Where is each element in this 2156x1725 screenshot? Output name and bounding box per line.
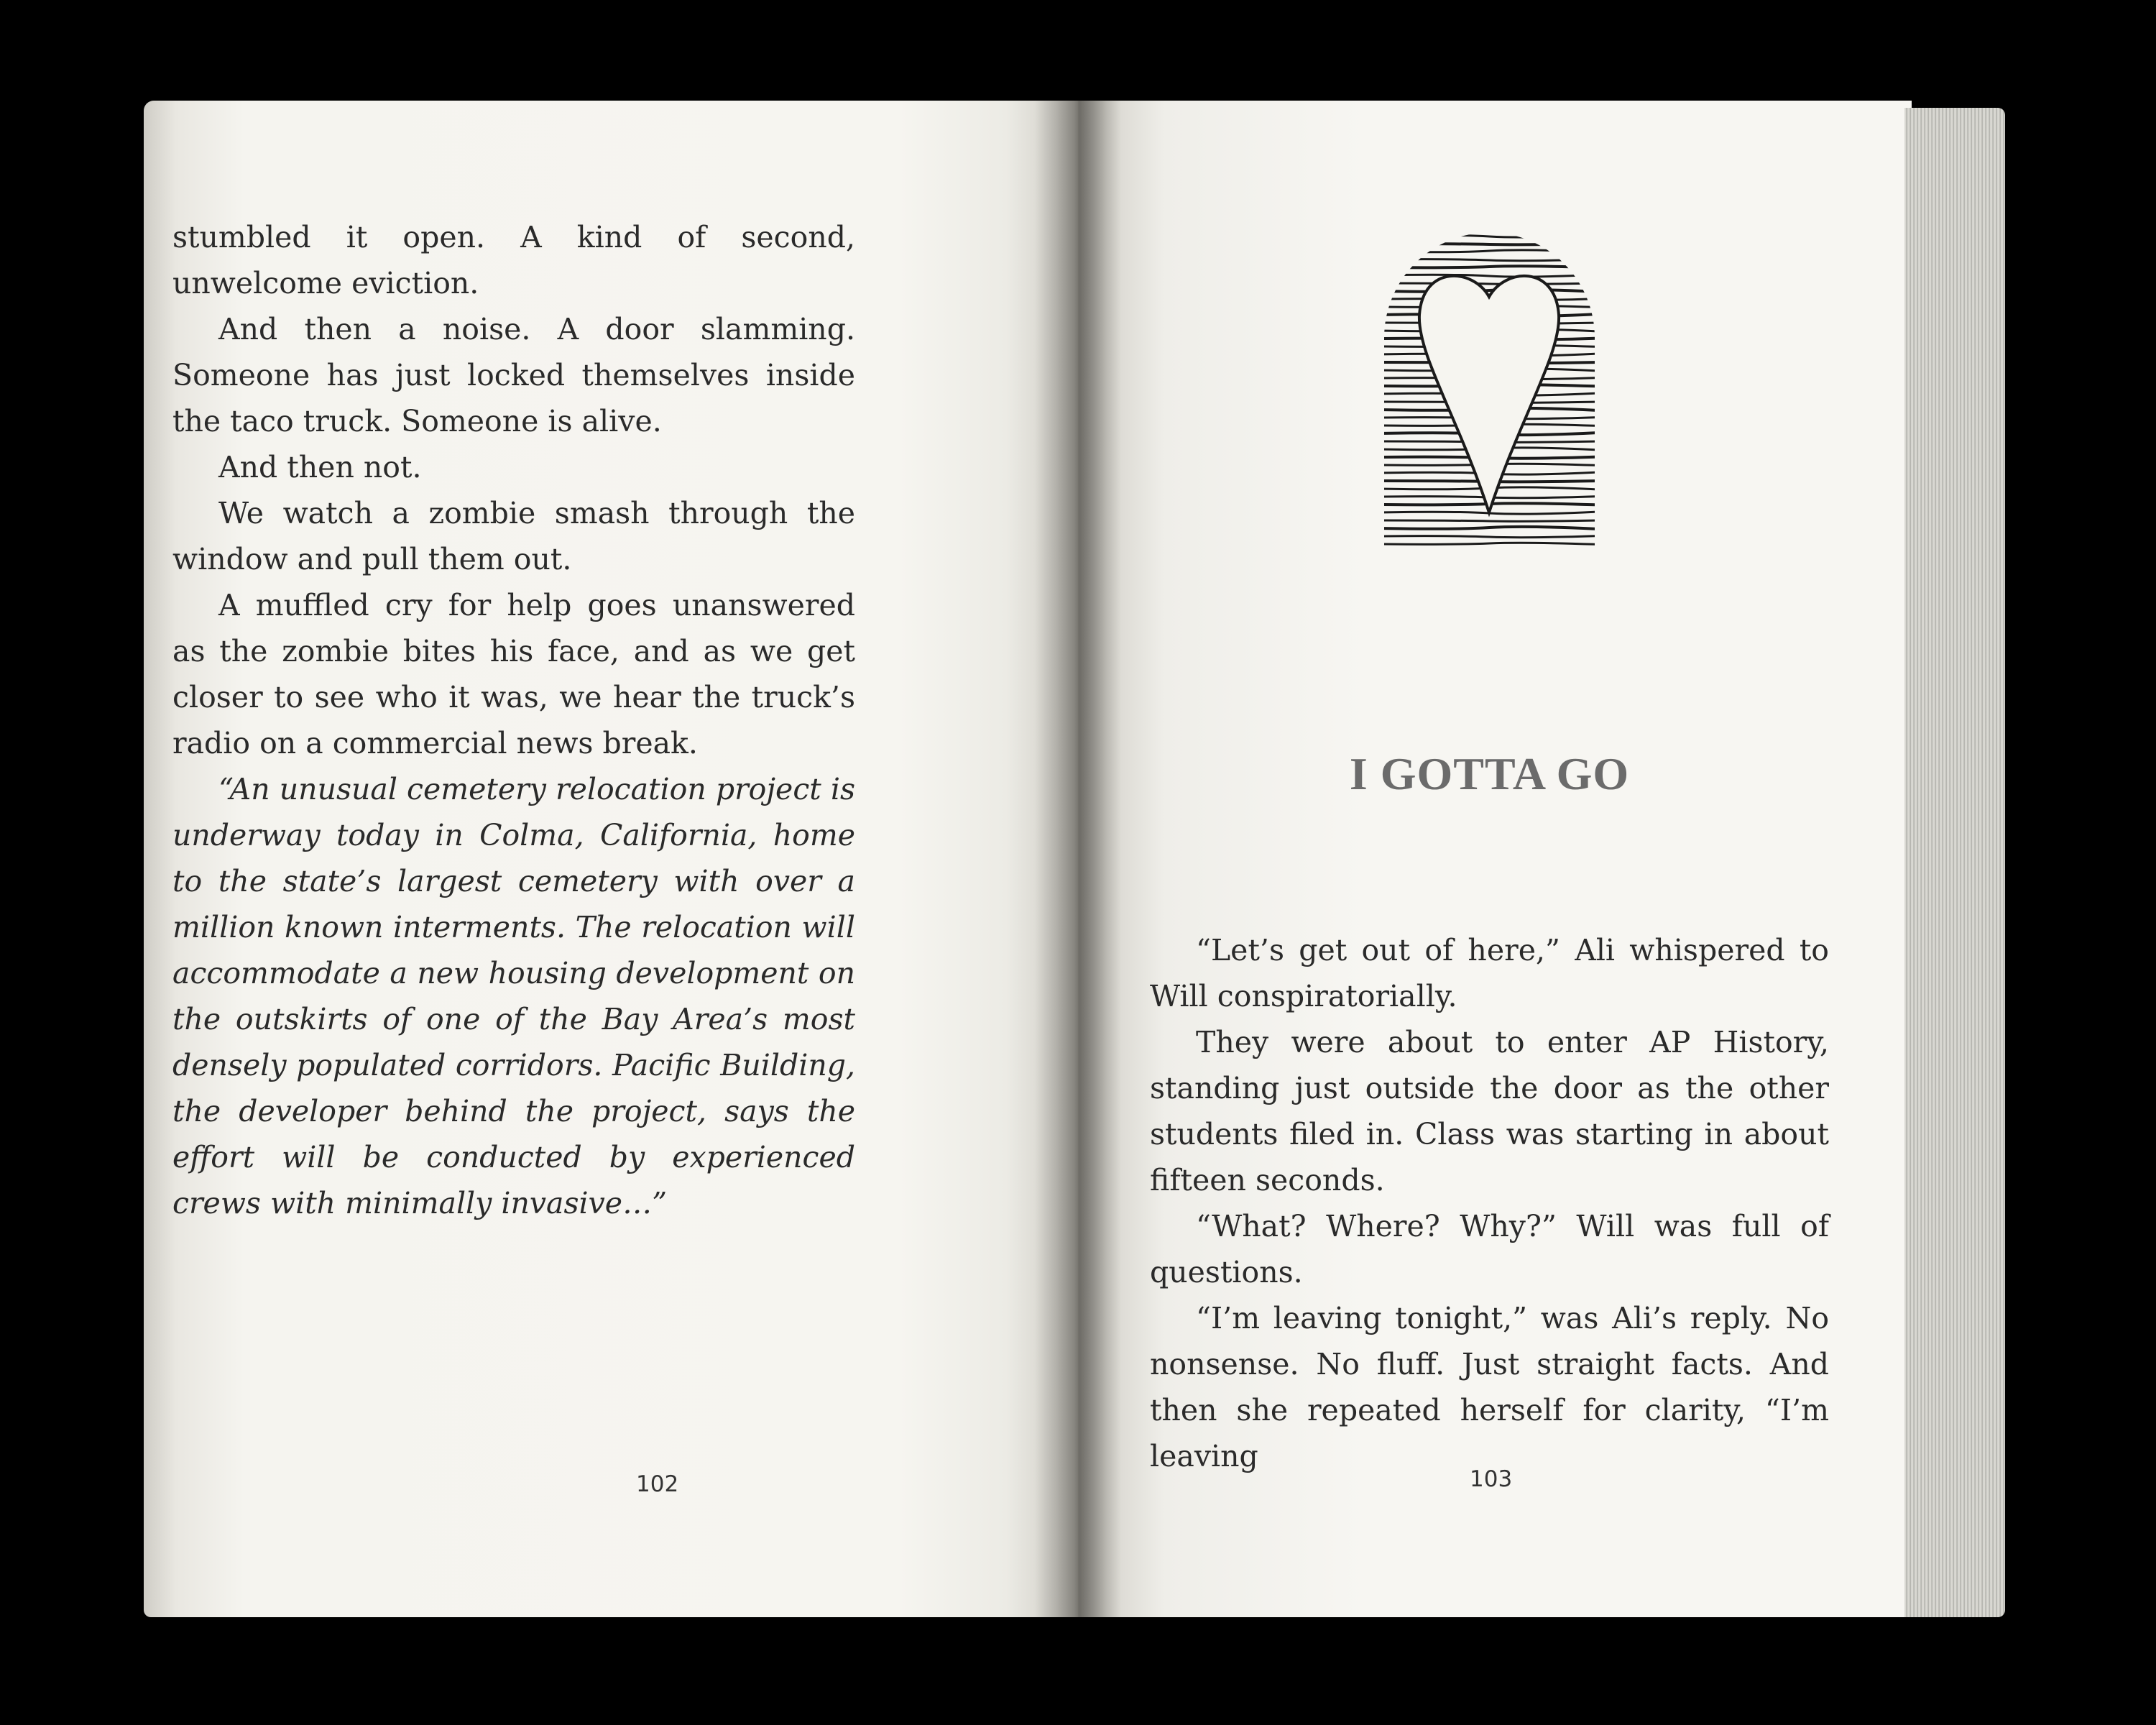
paragraph: stumbled it open. A kind of second, unwelcome eviction. (172, 220, 855, 300)
paragraph: And then a noise. A door slamming. Someone has just locked themselves inside the taco truck. Someone is alive. (172, 312, 855, 438)
paragraph: A muffled cry for help goes unanswered as the zombie bites his face, and as we get closer to see who it was, we hear the truck’s radio on a commercial news break. (172, 588, 855, 760)
paragraph: We watch a zombie smash through the window and pull them out. (172, 496, 855, 576)
page-number: 103 (1470, 1466, 1513, 1492)
paragraph: “I’m leaving tonight,” was Ali’s reply. No nonsense. No fluff. Just straight facts. And then she repeated herself for clarity, “I’m leaving (1150, 1301, 1829, 1473)
paragraph: “Let’s get out of here,” Ali whispered to Will conspiratorially. (1150, 933, 1829, 1013)
paragraph: They were about to enter AP History, standing just outside the door as the other students filed in. Class was starting in about fifteen seconds. (1150, 1025, 1829, 1197)
heart-in-hatched-arch-icon (1380, 229, 1599, 552)
left-page-text (172, 214, 855, 1226)
page-number: 102 (636, 1471, 679, 1497)
paragraph: And then not. (218, 450, 422, 484)
radio-quote-paragraph: “An unusual cemetery relocation project is underway today in Colma, California, home to the state’s largest cemetery with over a million known interments. The relocation will accommodate a new housing development on the outskirts of one of the Bay Area’s most densely populated corridors. Pacific Building, the developer behind the project, says the effort will be conducted by experienced crews with minimally invasive…” (172, 772, 855, 1220)
right-page-text (1150, 927, 1829, 1479)
page-edges (1904, 108, 2005, 1617)
chapter-title: I GOTTA GO (1349, 748, 1630, 799)
paragraph: “What? Where? Why?” Will was full of questions. (1150, 1209, 1829, 1289)
